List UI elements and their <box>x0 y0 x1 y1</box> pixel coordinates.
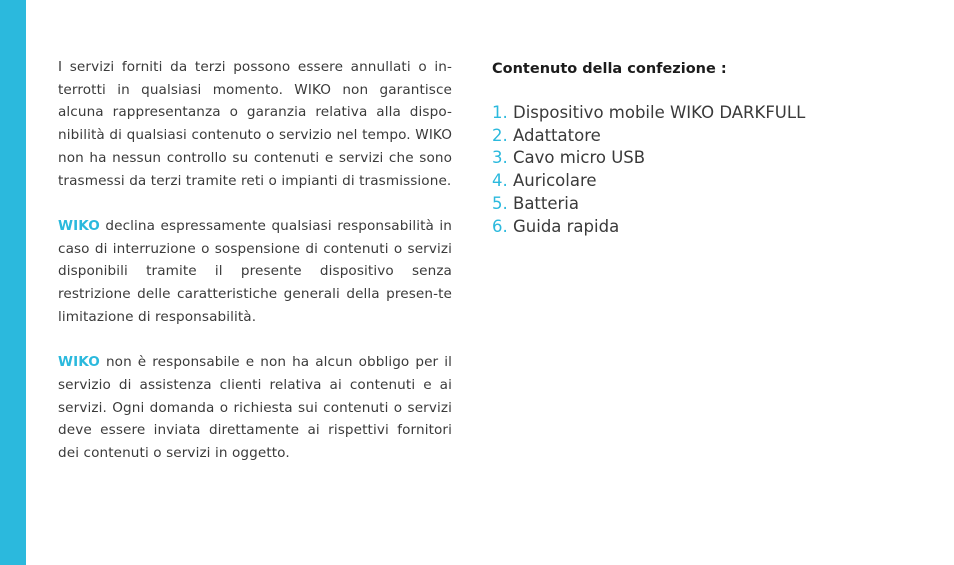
box-contents-title: Contenuto della confezione : <box>492 61 727 77</box>
brand-name: WIKO <box>58 217 100 234</box>
paragraph-third-party-services: I servizi forniti da terzi possono essere annullati o in-terrotti in qualsiasi momento. WIKO non garantisce alcuna rappresentanza o garanzia relativa alla dispo-nibilità di qualsiasi contenuto o servizio nel tempo. WIKO non ha nessun controllo su contenuti e servizi che sono trasmessi da terzi tramite reti o impianti di trasmissione. <box>58 59 452 189</box>
box-contents-section <box>492 58 922 238</box>
item-number: 3. <box>492 148 508 168</box>
item-number: 4. <box>492 171 508 191</box>
item-number: 2. <box>492 125 508 145</box>
item-number: 6. <box>492 216 508 236</box>
list-item <box>492 102 922 125</box>
left-text-column <box>58 56 452 465</box>
list-item <box>492 170 922 193</box>
list-item <box>492 216 922 239</box>
item-label: Batteria <box>507 193 579 213</box>
box-contents-list <box>492 102 922 238</box>
item-label: Auricolare <box>507 171 597 191</box>
list-item <box>492 125 922 148</box>
item-label: Cavo micro USB <box>507 148 646 168</box>
item-label: Guida rapida <box>507 216 620 236</box>
item-number: 5. <box>492 193 508 213</box>
item-label: Adattatore <box>507 125 601 145</box>
side-accent-bar <box>0 0 26 565</box>
paragraph-customer-service <box>58 351 452 465</box>
item-number: 1. <box>492 103 508 122</box>
brand-name: WIKO <box>58 354 100 371</box>
paragraph-text: declina espressamente qualsiasi responsabilità in caso di interruzione o sospensione di contenuti o servizi disponibili tramite il presente dispositivo senza restrizione delle caratteristiche generali della presen-te limitazione di responsabilità. <box>58 217 452 325</box>
list-item <box>492 147 922 170</box>
paragraph-liability-disclaimer <box>58 215 452 329</box>
item-label: Dispositivo mobile WIKO DARKFULL <box>507 103 806 122</box>
paragraph-text: non è responsabile e non ha alcun obbligo per il servizio di assistenza clienti relativa ai contenuti e ai servizi. Ogni domanda o richiesta sui contenuti o servizi deve essere inviata direttamente ai rispettivi fornitori dei contenuti o servizi in oggetto. <box>58 354 452 461</box>
list-item <box>492 193 922 216</box>
